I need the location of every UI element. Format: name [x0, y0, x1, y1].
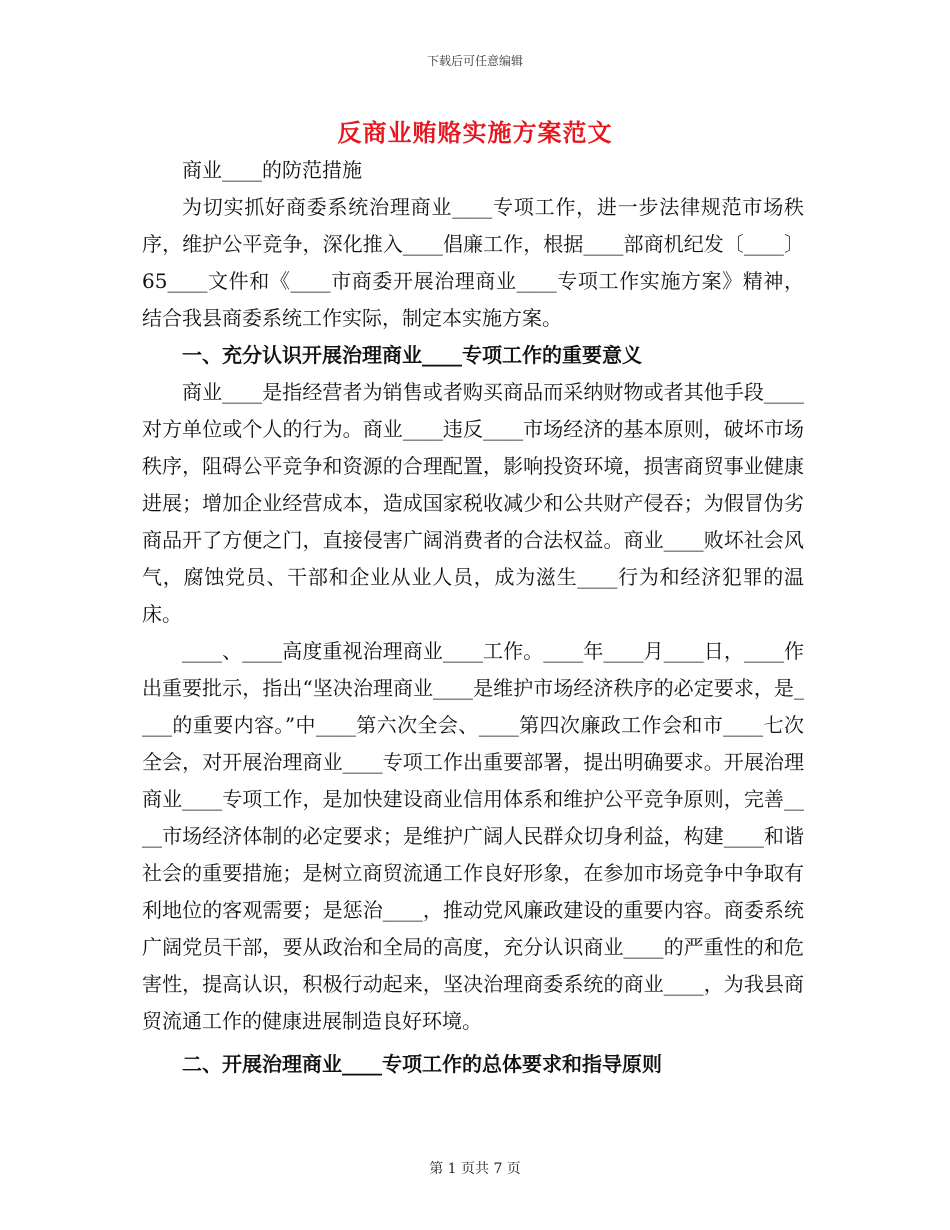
paragraph-importance: ____、____高度重视治理商业____工作。____年____月____日，____作出重要批示，指出“坚决治理商业____是维护市场经济秩序的必定要求，是____的重要内容。”中____第六次全会、____第四次廉政工作会和市____七次全会，对开展治理商业____专项工作出重要部署，提出明确要求。开展治理商业____专项工作，是加快建设商业信用体系和维护公平竞争原则，完善____市场经济体制的必定要求；是维护广阔人民群众切身利益，构建____和谐社会的重要措施；是树立商贸流通工作良好形象，在参加市场竞争中争取有利地位的客观需要；是惩治____，推动党风廉政建设的重要内容。商委系统广阔党员干部，要从政治和全局的高度，充分认识商业____的严重性的和危害性，提高认识，积极行动起来，坚决治理商委系统的商业____，为我县商贸流通工作的健康进展制造良好环境。 — [142, 639, 804, 1033]
section-heading-2: 二、开展治理商业____专项工作的总体要求和指导原则 — [182, 1052, 662, 1076]
page-number: 第 1 页共 7 页 — [429, 1161, 521, 1177]
document-title: 反商业贿赂实施方案范文 — [337, 118, 613, 147]
paragraph-definition: 商业____是指经营者为销售或者购买商品而采纳财物或者其他手段____对方单位或个人的行为。商业____违反____市场经济的基本原则，破坏市场秩序，阻碍公平竞争和资源的合理配置，影响投资环境，损害商贸事业健康进展；增加企业经营成本，造成国家税收减少和公共财产侵吞；为假冒伪劣商品开了方便之门，直接侵害广阔消费者的合法权益。商业____败坏社会风气，腐蚀党员、干部和企业从业人员，成为滋生____行为和经济犯罪的温床。 — [142, 380, 804, 626]
section-heading-1: 一、充分认识开展治理商业____专项工作的重要意义 — [182, 343, 642, 367]
paragraph-subtitle: 商业____的防范措施 — [182, 158, 362, 182]
document-body — [142, 152, 804, 1083]
page-header-note: 下载后可任意编辑 — [426, 54, 523, 68]
paragraph-intro: 为切实抓好商委系统治理商业____专项工作，进一步法律规范市场秩序，维护公平竞争，深化推入____倡廉工作，根据____部商机纪发〔____〕65____文件和《____市商委开展治理商业____专项工作实施方案》精神，结合我县商委系统工作实际，制定本实施方案。 — [142, 195, 804, 330]
